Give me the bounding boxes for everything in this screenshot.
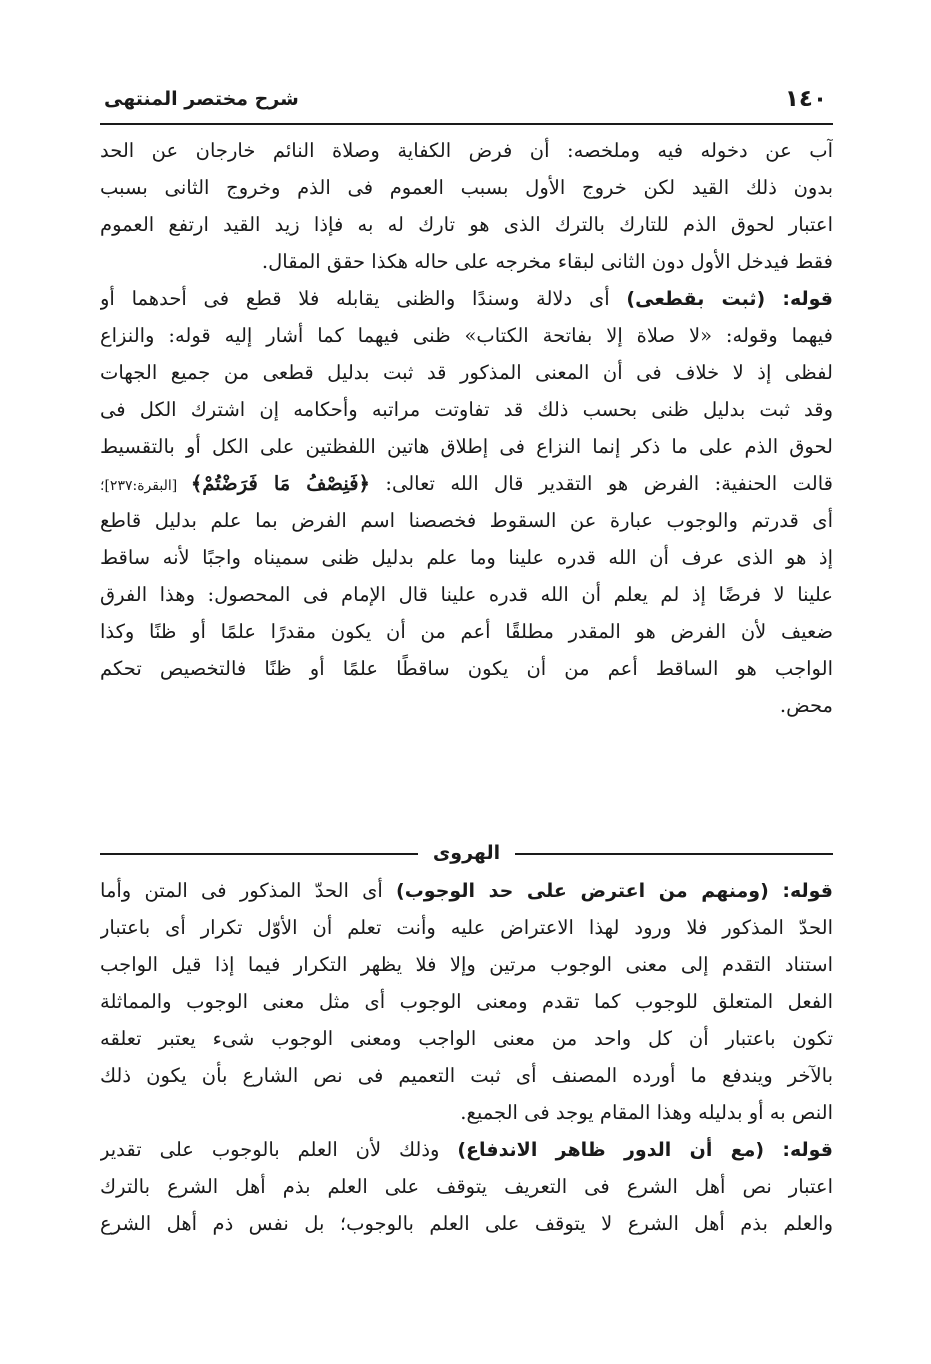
lower-commentary — [100, 872, 833, 1242]
section-divider — [100, 836, 833, 870]
text-line — [100, 1094, 833, 1131]
line-text: الحدّ المذكور فلا ورود لهذا الاعتراض عليه وأنت تعلم أن الأوّل تكرار أى باعتبار — [100, 916, 833, 939]
line-text: بالآخر ويندفع ما أورده المصنف أى ثبت التعميم فى نص الشارع بأن يكون ذلك — [100, 1064, 833, 1087]
line-text: لفظى إذ لا خلاف فى أن المعنى المذكور قد ثبت بدليل قطعى من جميع الجهات — [100, 361, 833, 384]
line-text: استناد التقدم إلى معنى الوجوب مرتين وإلا فلا يظهر التكرار فيما إذا قيل الواجب — [100, 953, 833, 976]
text-line — [100, 946, 833, 983]
line-text: اعتبار لحوق الذم للتارك بالترك الذى هو تارك له به فإذا زيد القيد ارتفع العموم — [100, 213, 833, 236]
lemma: قوله: (ثبت بقطعى) — [626, 288, 833, 310]
line-text: النص به أو بدليله وهذا المقام يوجد فى الجميع. — [460, 1101, 833, 1124]
line-text: بدون ذلك القيد لكن خروج الأول بسبب العموم فى الذم وخروج الثانى بسبب — [100, 176, 833, 199]
upper-commentary — [100, 132, 833, 724]
text-line — [100, 1020, 833, 1057]
line-text: الفعل المتعلق للوجوب كما تقدم ومعنى الوجوب أى مثل معنى الوجوب والمماثلة — [100, 990, 833, 1013]
header-rule — [100, 123, 833, 125]
text-line — [100, 243, 833, 280]
line-text: قالت الحنفية: الفرض هو التقدير قال الله تعالى: — [369, 472, 833, 495]
text-line — [100, 613, 833, 650]
divider-label: الهروى — [432, 842, 501, 864]
divider-line-left — [100, 853, 418, 855]
line-text: آب عن دخوله فيه وملخصه: أن فرض الكفاية وصلاة النائم خارجان عن الحد — [100, 139, 833, 162]
text-line — [100, 428, 833, 465]
text-line — [100, 650, 833, 687]
line-text: الواجب هو الساقط أعم من أن يكون ساقطًا علمًا أو ظنًا فالتخصيص تحكم — [100, 657, 833, 680]
line-text: محض. — [779, 694, 833, 717]
line-text: فقط فيدخل الأول دون الثانى لبقاء مخرجه على حاله هكذا حقق المقال. — [261, 250, 833, 273]
text-line — [100, 1168, 833, 1205]
text-line — [100, 1205, 833, 1242]
page-number: ١٤٠ — [784, 86, 827, 112]
line-text: أى قدرتم والوجوب عبارة عن السقوط فخصصنا اسم الفرض بما علم بدليل قاطع — [100, 509, 833, 532]
text-line — [100, 169, 833, 206]
text-line — [100, 909, 833, 946]
line-text: فيهما وقوله: «لا صلاة إلا بفاتحة الكتاب» ظنى فيهما كما أشار إليه قوله: والنزاع — [100, 324, 833, 347]
page-header — [100, 84, 833, 118]
text-line — [100, 280, 833, 317]
divider-line-right — [515, 853, 833, 855]
line-text: وذلك لأن العلم بالوجوب على تقدير — [100, 1138, 458, 1161]
text-line — [100, 132, 833, 169]
line-text: إذ هو الذى عرف أن الله قدره علينا وما علم بدليل ظنى سميناه واجبًا لأنه ساقط — [100, 546, 833, 569]
line-text: وقد ثبت بدليل ظنى بحسب ذلك قد تفاوتت مراتبه وأحكامه إن اشترك الكل فى — [100, 398, 833, 421]
line-text: والعلم بذم أهل الشرع لا يتوقف على العلم بالوجوب؛ بل نفس ذم أهل الشرع — [100, 1212, 833, 1235]
quran-quote: ﴿فَنِصْفُ مَا فَرَضْتُمْ﴾ — [190, 472, 370, 495]
line-text: أى الحدّ المذكور فى المتن وأما — [100, 879, 397, 902]
text-line — [100, 576, 833, 613]
verse-citation: [البقرة:٢٣٧]؛ — [100, 478, 191, 494]
book-page — [100, 0, 833, 1364]
text-line — [100, 317, 833, 354]
line-text: علينا لا فرضًا إذ لم يعلم أن الله قدره علينا قال الإمام فى المحصول: وهذا الفرق — [100, 583, 833, 606]
lemma: قوله: (ومنهم من اعترض على حد الوجوب) — [396, 880, 833, 902]
line-text: أى دلالة وسندًا والظنى يقابله فلا قطع فى أحدهما أو — [100, 287, 627, 310]
line-text: اعتبار نص أهل الشرع فى التعريف يتوقف على العلم بذم أهل الشرع بالترك — [100, 1175, 833, 1198]
line-text: تكون باعتبار أن كل واحد من معنى الواجب ومعنى الوجوب شىء يعتبر تعلقه — [100, 1027, 833, 1050]
text-line — [100, 687, 833, 724]
text-line — [100, 354, 833, 391]
text-line — [100, 465, 833, 502]
running-title: شرح مختصر المنتهى — [104, 88, 299, 110]
line-text: لحوق الذم على ما ذكر إنما النزاع فى إطلاق هاتين اللفظتين على الكل أو بالتقسيط — [100, 435, 833, 458]
lemma: قوله: (مع أن الدور ظاهر الاندفاع) — [457, 1139, 833, 1161]
text-line — [100, 1057, 833, 1094]
text-line — [100, 872, 833, 909]
text-line — [100, 1131, 833, 1168]
text-line — [100, 539, 833, 576]
line-text: ضعيف لأن الفرض هو المقدر مطلقًا أعم من أن يكون مقدرًا علمًا أو ظنًا وكذا — [100, 620, 833, 643]
text-line — [100, 983, 833, 1020]
text-line — [100, 391, 833, 428]
text-line — [100, 502, 833, 539]
text-line — [100, 206, 833, 243]
